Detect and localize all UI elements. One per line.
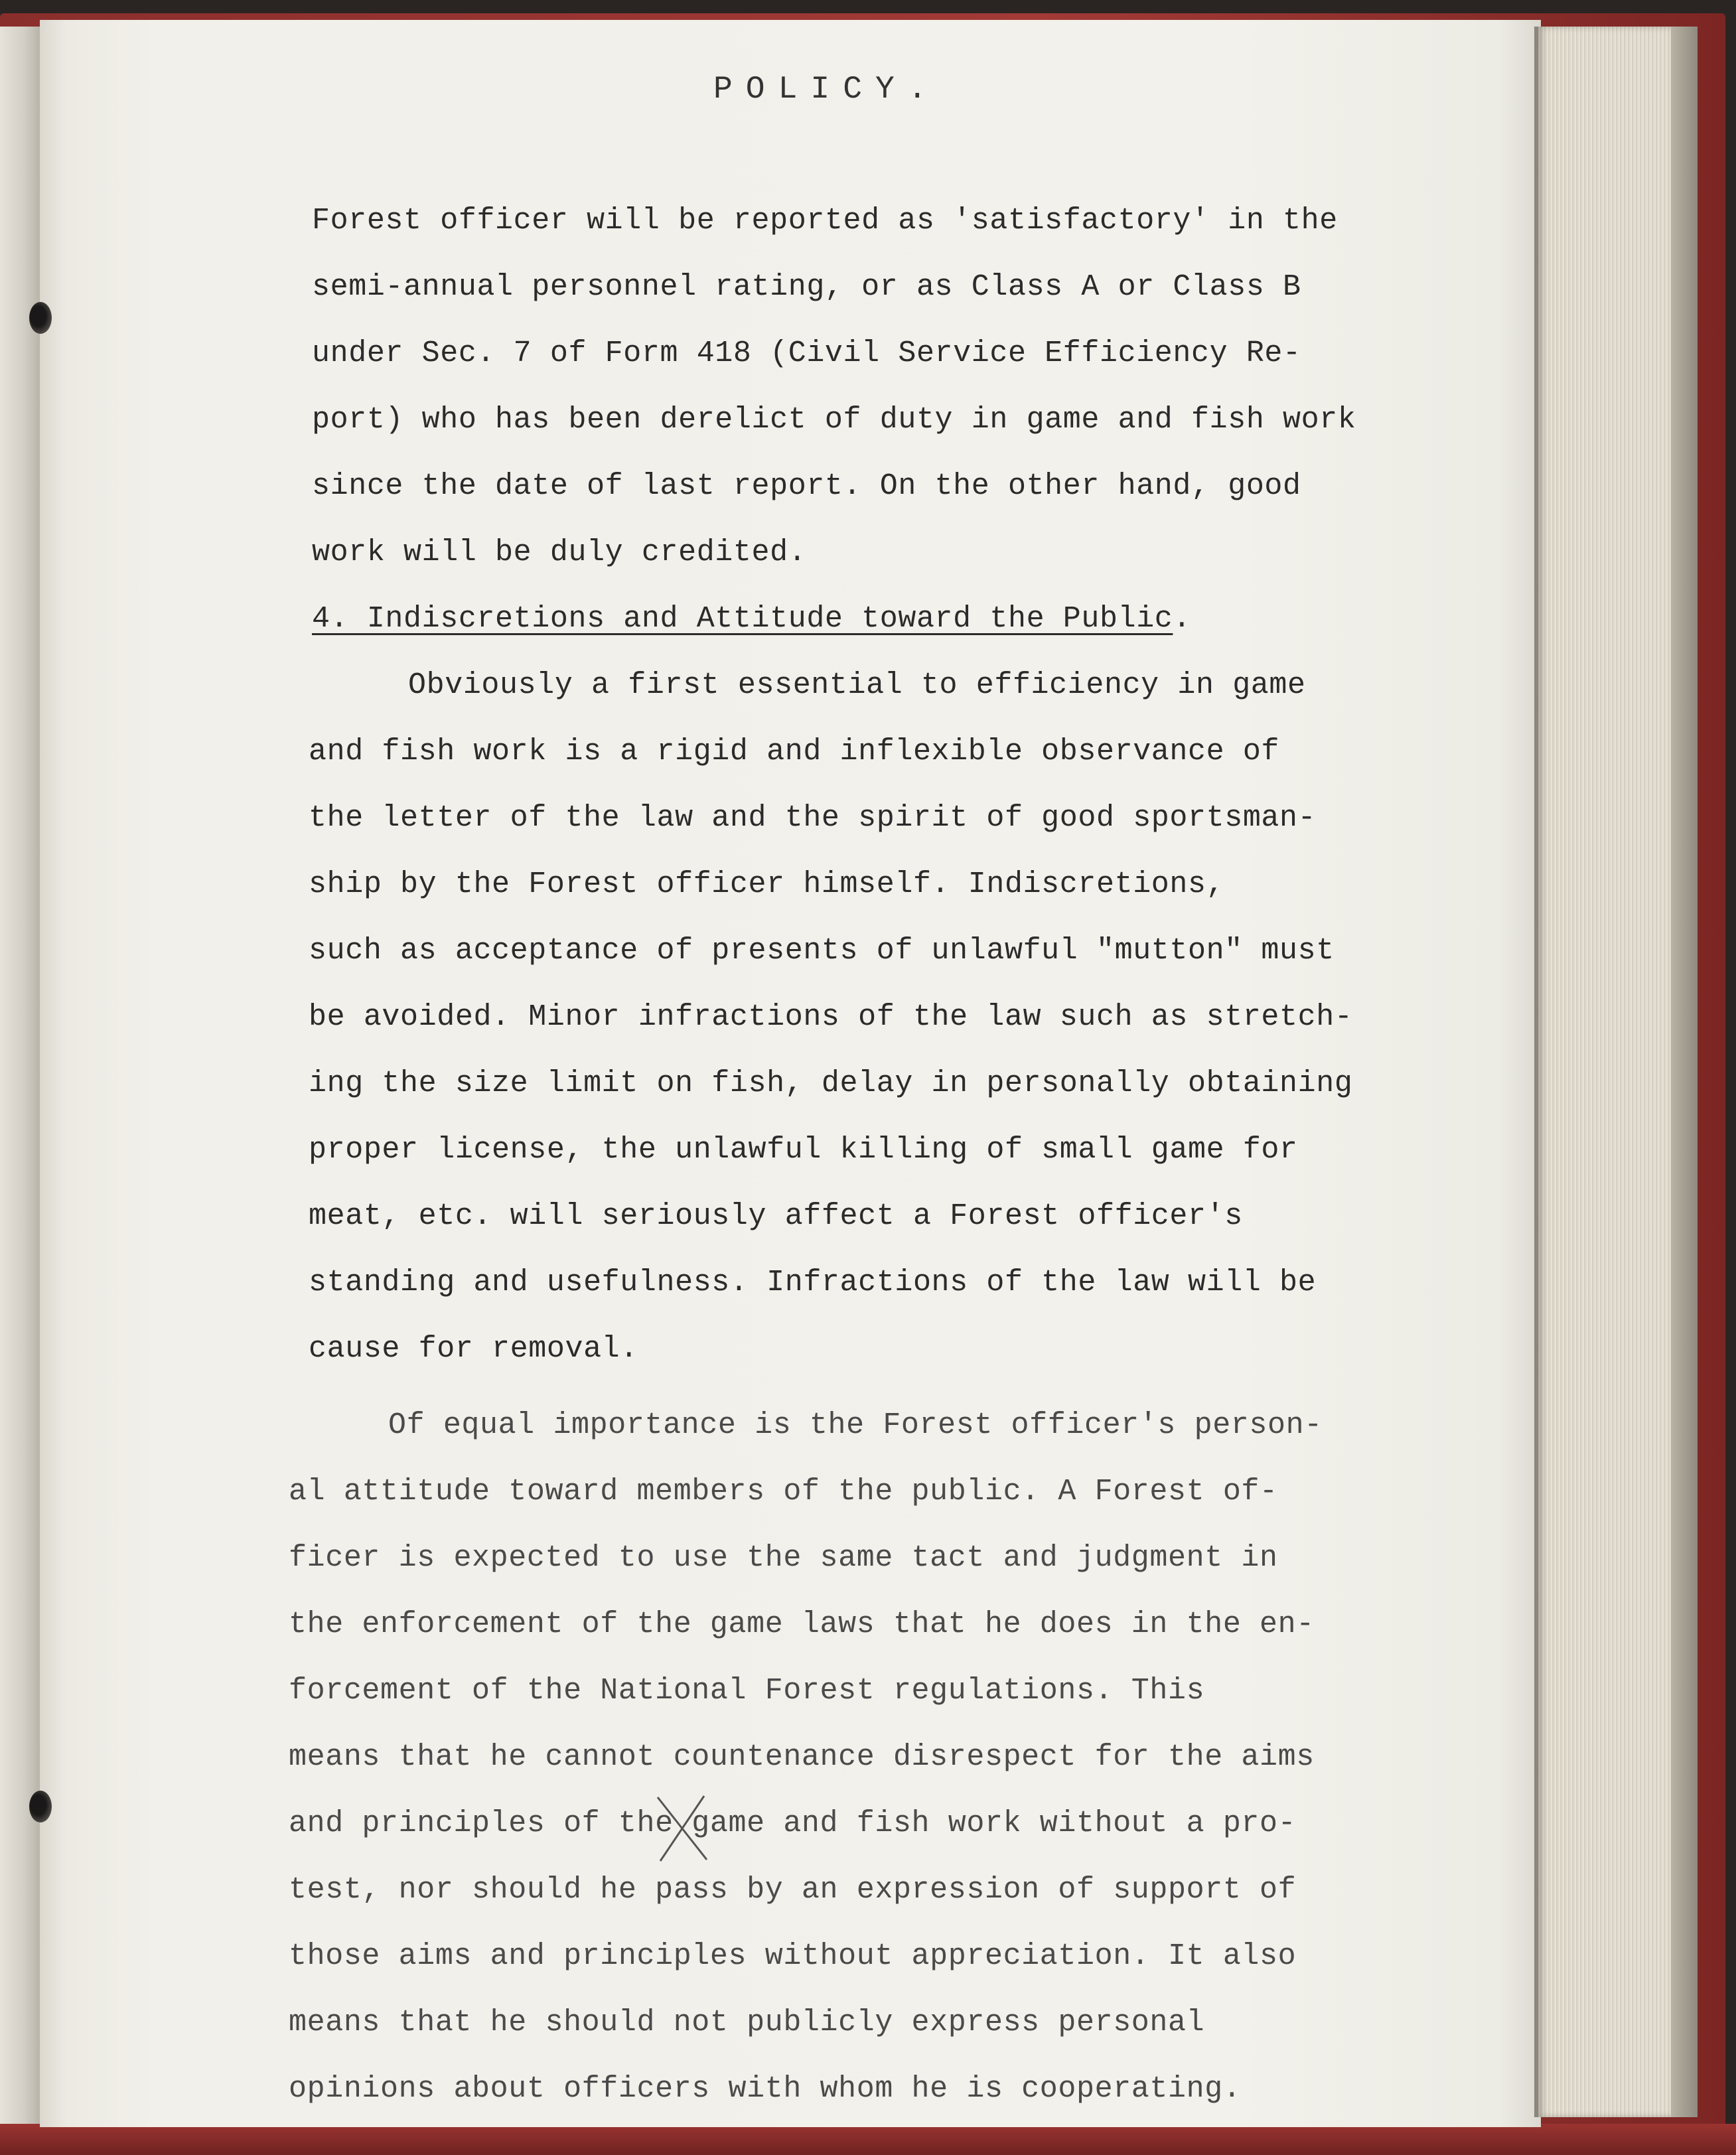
text-line: opinions about officers with whom he is cooperating. — [289, 2072, 1242, 2106]
text-line: means that he should not publicly express personal — [289, 2006, 1205, 2040]
text-line: forcement of the National Forest regulations. This — [289, 1674, 1205, 1708]
section-title — [312, 601, 1191, 638]
text-line: semi-annual personnel rating, or as Class A or Class B — [312, 270, 1301, 304]
text-line: and principles of the game and fish work without a pro- — [289, 1807, 1297, 1840]
text-line: standing and usefulness. Infractions of the law will be — [309, 1266, 1317, 1300]
text-line: and fish work is a rigid and inflexible observance of — [309, 735, 1280, 769]
text-line: work will be duly credited. — [312, 536, 807, 569]
text-line: ship by the Forest officer himself. Indiscretions, — [309, 867, 1225, 901]
text-line: proper license, the unlawful killing of small game for — [309, 1133, 1298, 1167]
text-line: test, nor should he pass by an expression of support of — [289, 1873, 1297, 1907]
text-line: Of equal importance is the Forest officer's person- — [388, 1408, 1323, 1442]
text-line: cause for removal. — [309, 1332, 638, 1366]
text-line: Obviously a first essential to efficiency in game — [408, 668, 1306, 702]
text-line: those aims and principles without appreciation. It also — [289, 1939, 1297, 1973]
page-heading: POLICY. — [713, 72, 940, 108]
handwritten-strike-mark — [652, 1792, 712, 1865]
text-line: under Sec. 7 of Form 418 (Civil Service Efficiency Re- — [312, 336, 1301, 370]
text-line: port) who has been derelict of duty in game and fish work — [312, 403, 1356, 437]
text-line: ing the size limit on fish, delay in personally obtaining — [309, 1067, 1353, 1100]
text-line: ficer is expected to use the same tact and judgment in — [289, 1541, 1278, 1575]
section-title-text: 4. Indiscretions and Attitude toward the Public — [312, 602, 1173, 636]
text-line: such as acceptance of presents of unlawful "mutton" must — [309, 934, 1335, 968]
text-line: the enforcement of the game laws that he does in the en- — [289, 1607, 1315, 1641]
section-title-period: . — [1173, 602, 1192, 636]
text-line: meat, etc. will seriously affect a Forest officer's — [309, 1199, 1243, 1233]
text-line: al attitude toward members of the public. A Forest of- — [289, 1475, 1278, 1509]
text-line: the letter of the law and the spirit of good sportsman- — [309, 801, 1317, 835]
text-line: be avoided. Minor infractions of the law such as stretch- — [309, 1000, 1353, 1034]
text-line: Forest officer will be reported as 'satisfactory' in the — [312, 204, 1338, 238]
text-line: means that he cannot countenance disrespect for the aims — [289, 1740, 1315, 1774]
text-line: since the date of last report. On the other hand, good — [312, 469, 1301, 503]
